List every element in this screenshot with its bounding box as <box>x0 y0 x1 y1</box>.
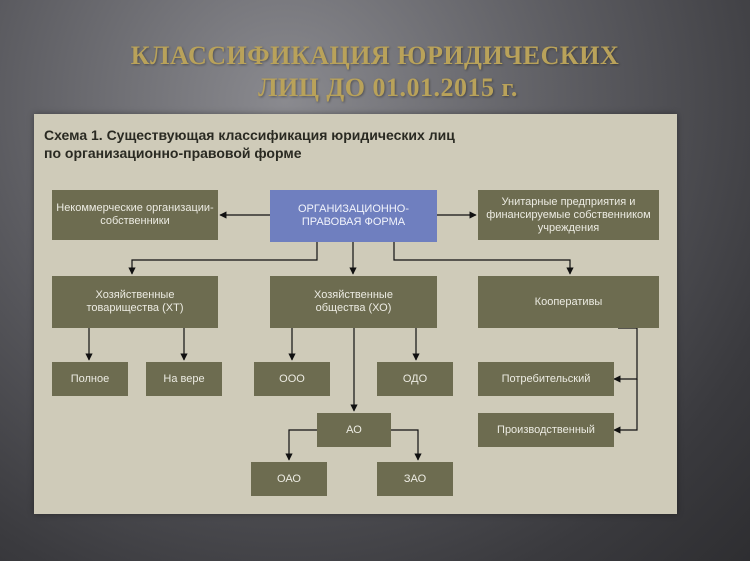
arrow-hub-to-cooperatives <box>394 242 570 274</box>
arrow-to-consumer <box>614 328 637 379</box>
odo-label: ОДО <box>402 372 428 385</box>
cooperatives-label: Кооперативы <box>534 295 603 308</box>
production-coop-label: Производственный <box>497 423 595 436</box>
nonprofit-box <box>52 190 218 240</box>
cooperatives-box <box>478 276 659 328</box>
scheme-panel <box>34 114 677 514</box>
zao-label: ЗАО <box>403 472 427 485</box>
arrow-to-zao <box>391 430 418 460</box>
hub-label: ОРГАНИЗАЦИОННО-ПРАВОВАЯ ФОРМА <box>298 203 409 228</box>
scheme-caption-line-2: по организационно-правовой форме <box>44 145 302 161</box>
production-coop-box <box>478 413 614 447</box>
unitary-box <box>478 190 659 240</box>
limited-partnership-label: На вере <box>163 372 205 385</box>
oao-label: ОАО <box>277 472 301 485</box>
full-partnership-label: Полное <box>70 372 110 385</box>
companies-label: Хозяйственные общества (ХО) <box>314 289 393 314</box>
limited-partnership-box <box>146 362 222 396</box>
partnerships-label: Хозяйственные товарищества (ХТ) <box>86 289 184 314</box>
ao-label: АО <box>346 423 362 436</box>
unitary-label: Унитарные предприятия и финансируемые собственником учреждения <box>486 195 651 234</box>
partnerships-box <box>52 276 218 328</box>
arrow-hub-to-partnerships <box>132 242 317 274</box>
oao-box <box>251 462 327 496</box>
zao-box <box>377 462 453 496</box>
arrow-to-production <box>614 379 637 430</box>
ao-box <box>317 413 391 447</box>
consumer-coop-label: Потребительский <box>501 372 591 385</box>
slide-title-line-1: КЛАССИФИКАЦИЯ ЮРИДИЧЕСКИХ <box>130 41 620 70</box>
odo-box <box>377 362 453 396</box>
nonprofit-label: Некоммерческие организации-собственники <box>56 202 214 227</box>
arrow-to-oao <box>289 430 317 460</box>
slide-title <box>0 40 750 104</box>
companies-box <box>270 276 437 328</box>
slide-title-line-2: ЛИЦ ДО 01.01.2015 г. <box>258 73 518 102</box>
scheme-caption-line-1: Схема 1. Существующая классификация юридических лиц <box>44 127 455 143</box>
ooo-label: ООО <box>279 372 305 385</box>
full-partnership-box <box>52 362 128 396</box>
ooo-box <box>254 362 330 396</box>
hub-box <box>270 190 437 242</box>
consumer-coop-box <box>478 362 614 396</box>
